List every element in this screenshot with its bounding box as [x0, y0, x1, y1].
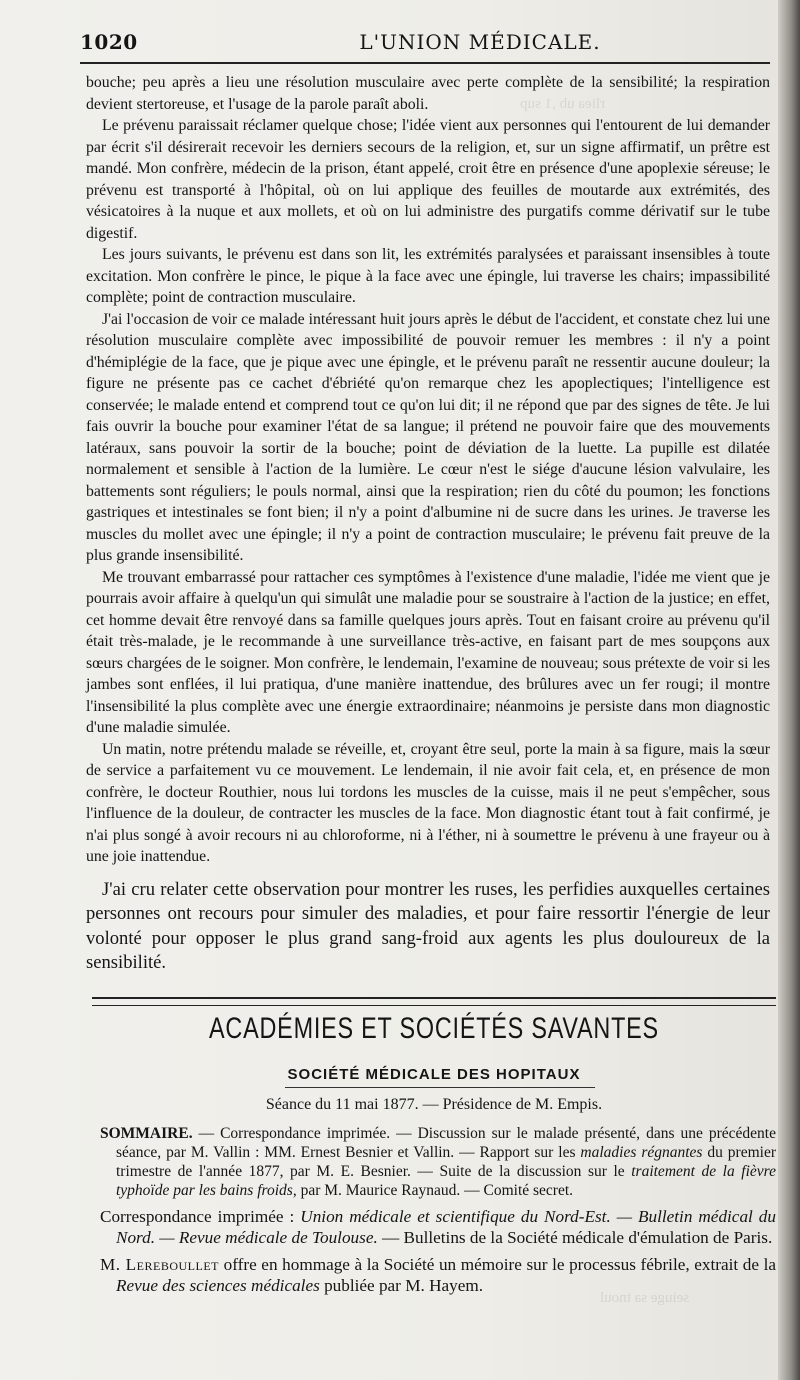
article-body — [86, 72, 770, 976]
correspondance-paragraph — [100, 1206, 776, 1248]
book-spine-shadow — [778, 0, 800, 1380]
lereboullet-text: publiée par M. Hayem. — [319, 1276, 484, 1295]
article-paragraph: J'ai l'occasion de voir ce malade intéressant huit jours après le début de l'accident, et constate chez lui une résolution musculaire complète avec impossibilité de pouvoir remuer les membres : il n'y a point d'hémiplégie de la face, que je pique avec une épingle, et le prévenu paraît ne ressentir aucune douleur; la figure ne présente pas ce cachet d'ébriété qu'on remarque chez les apoplectiques; l'intelligence est conservée; le malade entend et comprend tout ce qu'on lui dit; il ne répond que par des signes de tête. Je lui fais ouvrir la bouche pour examiner l'état de sa langue; il prétend ne pouvoir faire que des mouvements latéraux, sans pouvoir la sortir de la bouche; point de déviation de la luette. La pupille est dilatée normalement et sensible à l'action de la lumière. Le cœur n'est le siége d'aucune lésion valvulaire, les battements sont réguliers; le pouls normal, ainsi que la respiration; rien du côté du poumon; les fonctions gastriques et intestinales se font bien; il n'y a point d'albumine ni de sucre dans les urines. Je traverse les muscles du mollet avec une épingle; il n'y a point de contraction musculaire; le prévenu fait preuve de la plus grande insensibilité. — [86, 310, 770, 564]
page-number: 1020 — [80, 30, 138, 54]
lereboullet-journal: Revue des sciences médicales — [116, 1276, 320, 1295]
section-title: ACADÉMIES ET SOCIÉTÉS SAVANTES — [209, 1012, 659, 1045]
header-rule — [80, 62, 770, 64]
society-report — [100, 1124, 776, 1296]
journal-title: L'UNION MÉDICALE. — [359, 30, 601, 54]
society-underline — [285, 1087, 595, 1088]
society-title: SOCIÉTÉ MÉDICALE DES HOPITAUX — [287, 1066, 581, 1083]
correspondance-journals: Union médicale et scientifique du Nord-Est. — Bulletin médical du Nord. — Revue médicale de Toulouse. — [116, 1207, 776, 1247]
sommaire-text: , par M. Maurice Raynaud. — Comité secret. — [292, 1182, 574, 1199]
correspondance-text: — Bulletins de la Société médicale d'émulation de Paris. — [377, 1228, 773, 1247]
author-name: M. Lereboullet — [100, 1255, 220, 1274]
sommaire-text: du premier trimestre de l'année 1877, par M. E. Besnier. — Suite de la discussion sur le — [116, 1144, 776, 1180]
bleed-through-text: seiuge sa tnoul — [600, 1290, 690, 1306]
sommaire-paragraph — [100, 1124, 776, 1200]
sommaire-label: SOMMAIRE. — [100, 1125, 193, 1142]
article-paragraph: Le prévenu paraissait réclamer quelque chose; l'idée vient aux personnes qui l'entourent de lui demander par écrit s'il désirerait recevoir les derniers secours de la religion, et, sur un signe affirmatif, un prêtre est mandé. Mon confrère, médecin de la prison, étant appelé, croit être en présence d'une apoplexie séreuse; le prévenu est transporté à l'hôpital, où on lui applique des feuilles de moutarde aux extrémités, des vésicatoires à la nuque et aux mollets, et où on lui administre des purgatifs comme dérivatif sur le tube digestif. — [86, 117, 770, 242]
session-line: Séance du 11 mai 1877. — Présidence de M. Empis. — [265, 1096, 603, 1113]
sommaire-text: — Correspondance imprimée. — Discussion sur le malade présenté, dans une précédente séance, par M. Vallin : MM. Ernest Besnier et Vallin. — Rapport sur les — [116, 1125, 776, 1161]
article-paragraph: Un matin, notre prétendu malade se réveille, et, croyant être seul, porte la main à sa figure, mais la sœur de service a parfaitement vu ce mouvement. Le lendemain, il nie avoir fait cela, et, en présence de mon confrère, le docteur Routhier, nous lui tordons les muscles de la cuisse, mais il ne peut s'empêcher, sous l'influence de la douleur, de contracter les muscles de la face. Mon diagnostic étant tout à fait confirmé, je n'ai plus songé à avoir recours ni au chloroforme, ni à l'éther, ni à soumettre le prévenu à une frayeur ou à une joie inattendue. — [86, 740, 770, 865]
lereboullet-paragraph — [100, 1254, 776, 1296]
article-paragraph: Les jours suivants, le prévenu est dans son lit, les extrémités paralysées et paraissant insensibles à toute excitation. Mon confrère le pince, le pique à la face avec une épingle, lui traverse les chairs; impassibilité complète; point de contraction musculaire. — [86, 246, 770, 306]
bleed-through-text: rliea ub ,1 sup — [520, 96, 605, 112]
sommaire-italic: maladies régnantes — [580, 1144, 703, 1161]
sommaire-italic: traitement de la fièvre typhoïde par les bains froids — [116, 1163, 777, 1199]
closing-paragraph: J'ai cru relater cette observation pour montrer les ruses, les perfidies auxquelles certaines personnes ont recours pour simuler des maladies, et pour faire ressortir l'énergie de leur volonté pour opposer le plus grand sang-froid aux agents les plus douloureux de la sensibilité. — [86, 878, 770, 973]
running-header — [80, 30, 770, 56]
section-divider — [92, 997, 776, 1006]
article-paragraph: Me trouvant embarrassé pour rattacher ces symptômes à l'existence d'une maladie, l'idée me vient que je pourrais avoir affaire à quelqu'un qui simulât une maladie pour se soustraire à l'action de la justice; en effet, cet homme devait être renvoyé dans sa famille quelques jours après. Tout en faisant croire au prévenu qu'il était très-malade, je le recommande à une surveillance très-active, en faisant part de mes soupçons aux sœurs chargées de le soigner. Mon confrère, le lendemain, l'examine de nouveau; sous prétexte de voir si les jambes sont enflées, il lui pratiqua, d'une manière inattendue, des brûlures avec un fer rougi; il montre l'insensibilité la plus complète avec une énergie extraordinaire; néanmoins je persiste dans mon diagnostic d'une maladie simulée. — [86, 568, 770, 736]
lereboullet-text: offre en hommage à la Société un mémoire sur le processus fébrile, extrait de la — [219, 1255, 777, 1274]
article-paragraph: bouche; peu après a lieu une résolution musculaire avec perte complète de la sensibilité; la respiration devient stertoreuse, et l'usage de la parole paraît aboli. — [86, 74, 770, 113]
correspondance-label: Correspondance imprimée : — [100, 1207, 301, 1226]
